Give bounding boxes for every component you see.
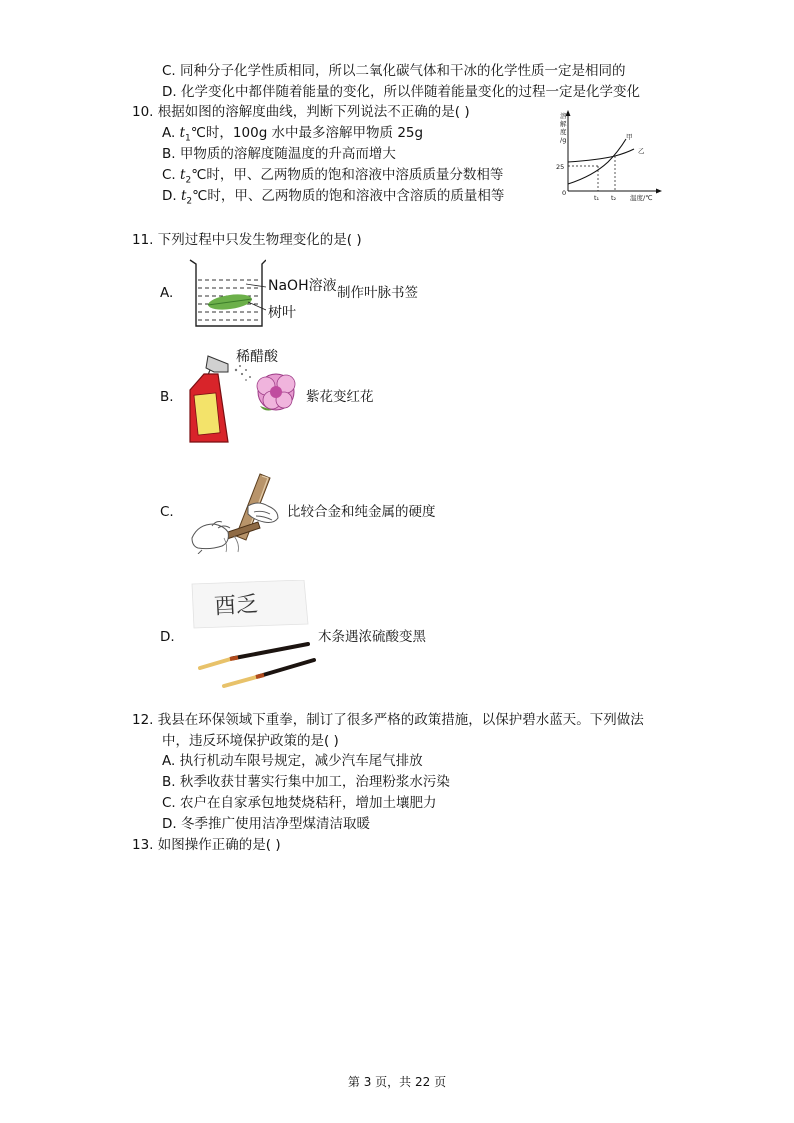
charred-sticks-illustration	[186, 580, 318, 692]
spray-bottle-illustration	[180, 350, 304, 448]
q12-stem-line2: 中，违反环境保护政策的是( )	[162, 733, 339, 749]
q11-option-d-letter: D.	[160, 629, 175, 645]
y-axis-label-4: /g	[560, 136, 567, 144]
page-footer: 第 3 页，共 22 页	[347, 1075, 447, 1089]
q11-c-caption: 比较合金和纯金属的硬度	[287, 504, 436, 520]
q11-a-caption: 制作叶脉书签	[337, 285, 418, 301]
leader-solution	[246, 284, 266, 287]
curve-yi	[568, 149, 634, 162]
q11-a-label-leaf: 树叶	[268, 305, 296, 321]
q11-a-label-naoh: NaOH溶液	[268, 278, 337, 294]
y-axis-label-3: 度	[560, 128, 567, 136]
beaker	[190, 260, 266, 326]
paper-sign: 酉乏	[213, 592, 259, 620]
q10-option-c: C. $t_2℃$时，甲、乙两物质的饱和溶液中溶质质量分数相等	[162, 167, 504, 186]
q11-b-label: 稀醋酸	[236, 349, 278, 365]
q11-stem: 11. 下列过程中只发生物理变化的是( )	[132, 232, 362, 248]
q10-stem: 10. 根据如图的溶解度曲线，判断下列说法不正确的是( )	[132, 104, 470, 120]
q10-option-b: B. 甲物质的溶解度随温度的升高而增大	[162, 146, 396, 162]
prev-option-d: D. 化学变化中都伴随着能量的变化，所以伴随着能量变化的过程一定是化学变化	[162, 84, 640, 100]
q12-option-b: B. 秋季收获甘薯实行集中加工，治理粉浆水污染	[162, 774, 450, 790]
solubility-graph	[548, 106, 668, 202]
q12-option-c: C. 农户在自家承包地焚烧秸秆，增加土壤肥力	[162, 795, 437, 811]
y-axis-label-1: 溶	[560, 112, 567, 120]
q10-option-d: D. $t_2℃$时，甲、乙两物质的饱和溶液中含溶质的质量相等	[162, 188, 505, 207]
y-axis-label-2: 解	[560, 120, 567, 128]
origin-label: 0	[562, 189, 567, 197]
y-tick-label: 25	[556, 163, 565, 171]
q13-stem: 13. 如图操作正确的是( )	[132, 837, 281, 853]
q11-option-b-letter: B.	[160, 389, 174, 405]
metal-scratch-illustration	[188, 466, 284, 554]
stick-2	[224, 660, 314, 686]
q11-option-a-letter: A.	[160, 285, 174, 301]
q11-b-caption: 紫花变红花	[306, 389, 374, 405]
stick-1	[200, 644, 308, 668]
beaker-leaf-illustration	[186, 258, 266, 330]
q10-option-a: A. $t_1℃$时，100g 水中最多溶解甲物质 25g	[162, 125, 424, 144]
q12-option-a: A. 执行机动车限号规定，减少汽车尾气排放	[162, 753, 423, 769]
leader-leaf	[248, 302, 266, 310]
purple-flower	[257, 374, 295, 411]
q12-option-d: D. 冬季推广使用洁净型煤清洁取暖	[162, 816, 370, 832]
spray-bottle-label	[194, 393, 220, 435]
prev-option-c: C. 同种分子化学性质相同，所以二氧化碳气体和干冰的化学性质一定是相同的	[162, 63, 626, 79]
spray-nozzle	[206, 356, 228, 372]
curve-label-yi: 乙	[638, 147, 645, 155]
q11-d-caption: 木条遇浓硫酸变黑	[318, 629, 426, 645]
x-axis-arrow	[656, 189, 662, 194]
left-hand	[192, 524, 228, 549]
x-axis-label: 温度/℃	[630, 194, 653, 202]
q12-stem-line1: 12. 我县在环保领域下重拳，制订了很多严格的政策措施，以保护碧水蓝天。下列做法	[132, 712, 644, 728]
curve-label-jia: 甲	[626, 133, 633, 141]
x-tick-label-2: t₂	[611, 194, 617, 202]
q11-option-c-letter: C.	[160, 504, 174, 520]
x-tick-label-1: t₁	[594, 194, 600, 202]
